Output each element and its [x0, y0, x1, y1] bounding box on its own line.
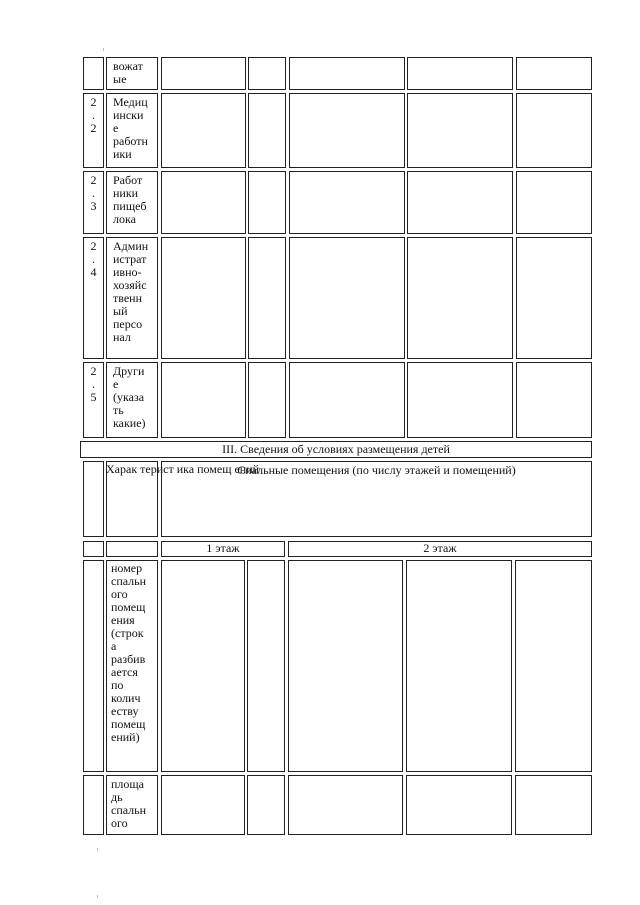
row-number: 2 . 2: [90, 95, 97, 135]
row-label: Работ ники пищеб лока: [113, 173, 147, 226]
table-cell-number: [83, 461, 104, 537]
characteristics-label: Харак терист ика помещ ений: [106, 462, 260, 476]
table-cell: [247, 560, 285, 772]
floor-2-label: 2 этаж: [423, 541, 457, 555]
section-title: III. Сведения об условиях размещения детей: [222, 442, 450, 456]
scan-mark: [97, 848, 98, 851]
table-cell: [516, 93, 592, 168]
table-cell: [406, 560, 512, 772]
table-cell: [407, 57, 513, 90]
row-label: Други е (указа ть какие): [113, 364, 146, 430]
scan-mark: [103, 48, 104, 51]
table-cell-number: [83, 541, 104, 557]
table-cell: [406, 775, 512, 835]
table-cell: [289, 237, 405, 359]
table-cell: [289, 171, 405, 234]
row-number: 2 . 3: [90, 173, 97, 213]
table-cell: [407, 237, 513, 359]
table-cell: [407, 171, 513, 234]
table-cell: [289, 362, 405, 438]
table-cell: [161, 171, 246, 234]
table-cell-label: [106, 541, 158, 557]
table-cell: [161, 362, 246, 438]
row-number: 2 . 4: [90, 239, 97, 279]
table-cell: [516, 362, 592, 438]
table-cell: [407, 362, 513, 438]
floor-1-label: 1 этаж: [206, 541, 240, 555]
table-cell: [248, 237, 286, 359]
table-cell: [161, 775, 245, 835]
table-cell: [288, 775, 403, 835]
room-row-label: номер спальн ого помещ ения (строк а разбив ается по колич еству помещ ений): [111, 561, 147, 744]
table-cell: [288, 560, 403, 772]
table-cell: [161, 237, 246, 359]
scan-mark: [97, 895, 98, 898]
row-label: вожат ые: [113, 59, 143, 86]
table-cell: [289, 57, 405, 90]
table-cell: [248, 171, 286, 234]
table-cell: [407, 93, 513, 168]
table-cell-number: [83, 57, 104, 90]
row-label: Медиц ински е работн ики: [113, 95, 148, 161]
room-row-label: площа дь спальн ого: [111, 777, 147, 830]
table-cell: [516, 171, 592, 234]
table-cell: [515, 560, 592, 772]
row-number: 2 . 5: [90, 364, 97, 404]
table-cell: [248, 57, 286, 90]
bedrooms-header: Спальные помещения (по числу этажей и помещений): [237, 463, 516, 477]
table-cell-number: [83, 560, 104, 772]
table-cell: [516, 57, 592, 90]
table-cell: [247, 775, 285, 835]
table-cell: [161, 560, 245, 772]
table-cell: [161, 57, 246, 90]
table-cell: [289, 93, 405, 168]
row-label: Админ истрат ивно- хозяйс твенн ый персо нал: [113, 239, 149, 344]
table-cell: [516, 237, 592, 359]
table-cell: [161, 93, 246, 168]
table-cell-number: [83, 775, 104, 835]
table-cell: [515, 775, 592, 835]
table-cell: [248, 362, 286, 438]
table-cell: [248, 93, 286, 168]
